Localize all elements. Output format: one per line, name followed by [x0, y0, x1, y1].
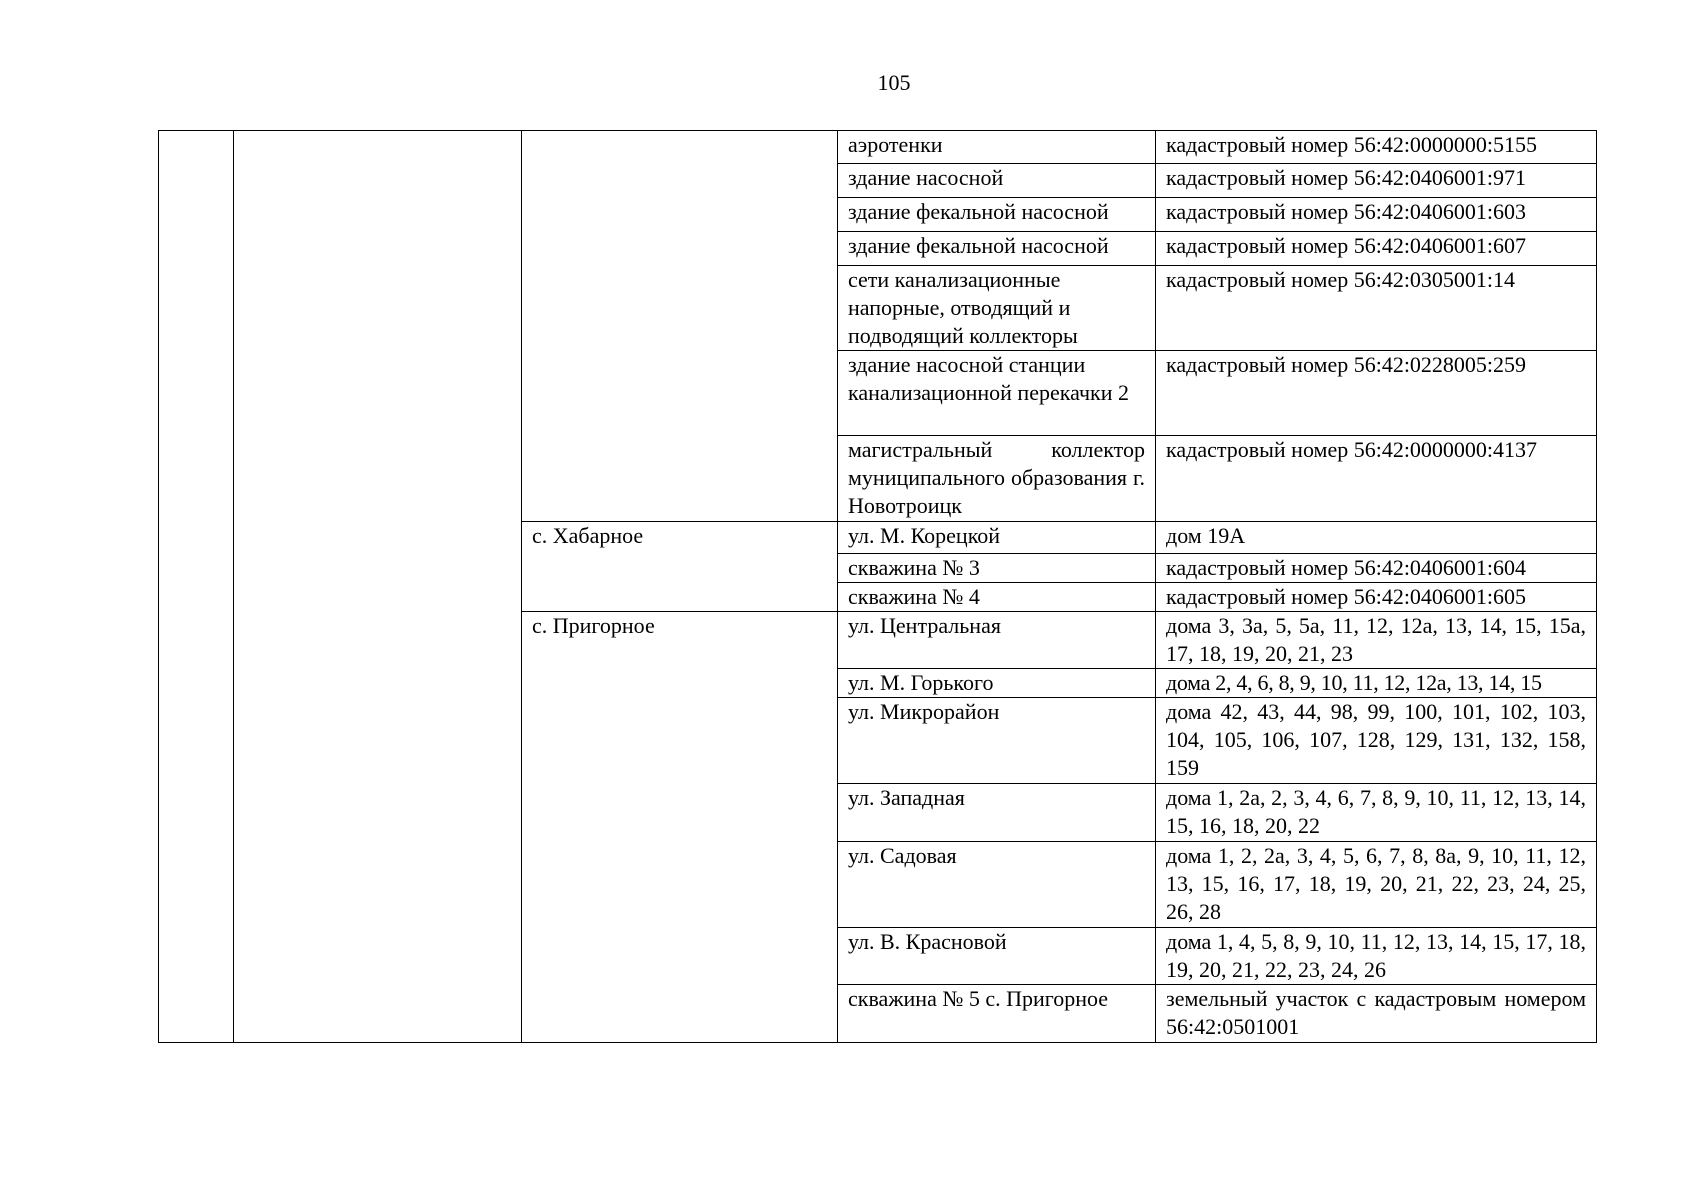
object-cell: магистральный коллектор муниципального образования г. Новотроицк [838, 436, 1156, 522]
page-number: 105 [877, 70, 911, 95]
address-cell: земельный участок с кадастровым номером 56:42:0501001 [1156, 985, 1597, 1043]
object-cell: ул. М. Горького [838, 669, 1156, 698]
object-cell: здание насосной [838, 164, 1156, 198]
empty-number-cell [159, 131, 234, 1043]
address-cell: дома 1, 2, 2а, 3, 4, 5, 6, 7, 8, 8а, 9, 10, 11, 12, 13, 15, 16, 17, 18, 19, 20, 21, 22, 23, 24, 25, 26, 28 [1156, 842, 1597, 928]
address-cell: дома 42, 43, 44, 98, 99, 100, 101, 102, 103, 104, 105, 106, 107, 128, 129, 131, 132, 158, 159 [1156, 698, 1597, 784]
empty-municipality-cell [234, 131, 522, 1043]
object-cell: скважина № 5 с. Пригорное [838, 985, 1156, 1043]
object-cell: ул. Микрорайон [838, 698, 1156, 784]
object-cell: ул. М. Корецкой [838, 522, 1156, 554]
infrastructure-table [158, 130, 1597, 1043]
address-cell: дом 19А [1156, 522, 1597, 554]
settlement-cell: с. Хабарное [522, 522, 838, 612]
object-cell: здание насосной станции канализационной перекачки 2 [838, 351, 1156, 436]
address-cell: кадастровый номер 56:42:0000000:5155 [1156, 131, 1597, 164]
address-cell: кадастровый номер 56:42:0406001:607 [1156, 232, 1597, 266]
address-cell: кадастровый номер 56:42:0406001:605 [1156, 583, 1597, 612]
address-cell: кадастровый номер 56:42:0406001:604 [1156, 554, 1597, 583]
empty-settlement-cell [522, 131, 838, 522]
address-cell: дома 2, 4, 6, 8, 9, 10, 11, 12, 12а, 13, 14, 15 [1156, 669, 1597, 698]
table-row [159, 131, 1597, 164]
object-cell: ул. Садовая [838, 842, 1156, 928]
object-cell: ул. Западная [838, 784, 1156, 842]
address-cell: дома 1, 2а, 2, 3, 4, 6, 7, 8, 9, 10, 11, 12, 13, 14, 15, 16, 18, 20, 22 [1156, 784, 1597, 842]
address-cell: дома 3, 3а, 5, 5а, 11, 12, 12а, 13, 14, 15, 15а, 17, 18, 19, 20, 21, 23 [1156, 612, 1597, 669]
object-cell: сети канализационные напорные, отводящий и подводящий коллекторы [838, 266, 1156, 351]
object-cell: здание фекальной насосной [838, 232, 1156, 266]
address-cell: кадастровый номер 56:42:0305001:14 [1156, 266, 1597, 351]
address-cell: кадастровый номер 56:42:0406001:603 [1156, 198, 1597, 232]
address-cell: кадастровый номер 56:42:0406001:971 [1156, 164, 1597, 198]
address-cell: дома 1, 4, 5, 8, 9, 10, 11, 12, 13, 14, 15, 17, 18, 19, 20, 21, 22, 23, 24, 26 [1156, 928, 1597, 985]
object-cell: ул. Центральная [838, 612, 1156, 669]
object-cell: скважина № 3 [838, 554, 1156, 583]
object-cell: ул. В. Красновой [838, 928, 1156, 985]
object-cell: аэротенки [838, 131, 1156, 164]
address-cell: кадастровый номер 56:42:0228005:259 [1156, 351, 1597, 436]
object-cell: здание фекальной насосной [838, 198, 1156, 232]
settlement-cell: с. Пригорное [522, 612, 838, 1043]
address-cell: кадастровый номер 56:42:0000000:4137 [1156, 436, 1597, 522]
object-cell: скважина № 4 [838, 583, 1156, 612]
